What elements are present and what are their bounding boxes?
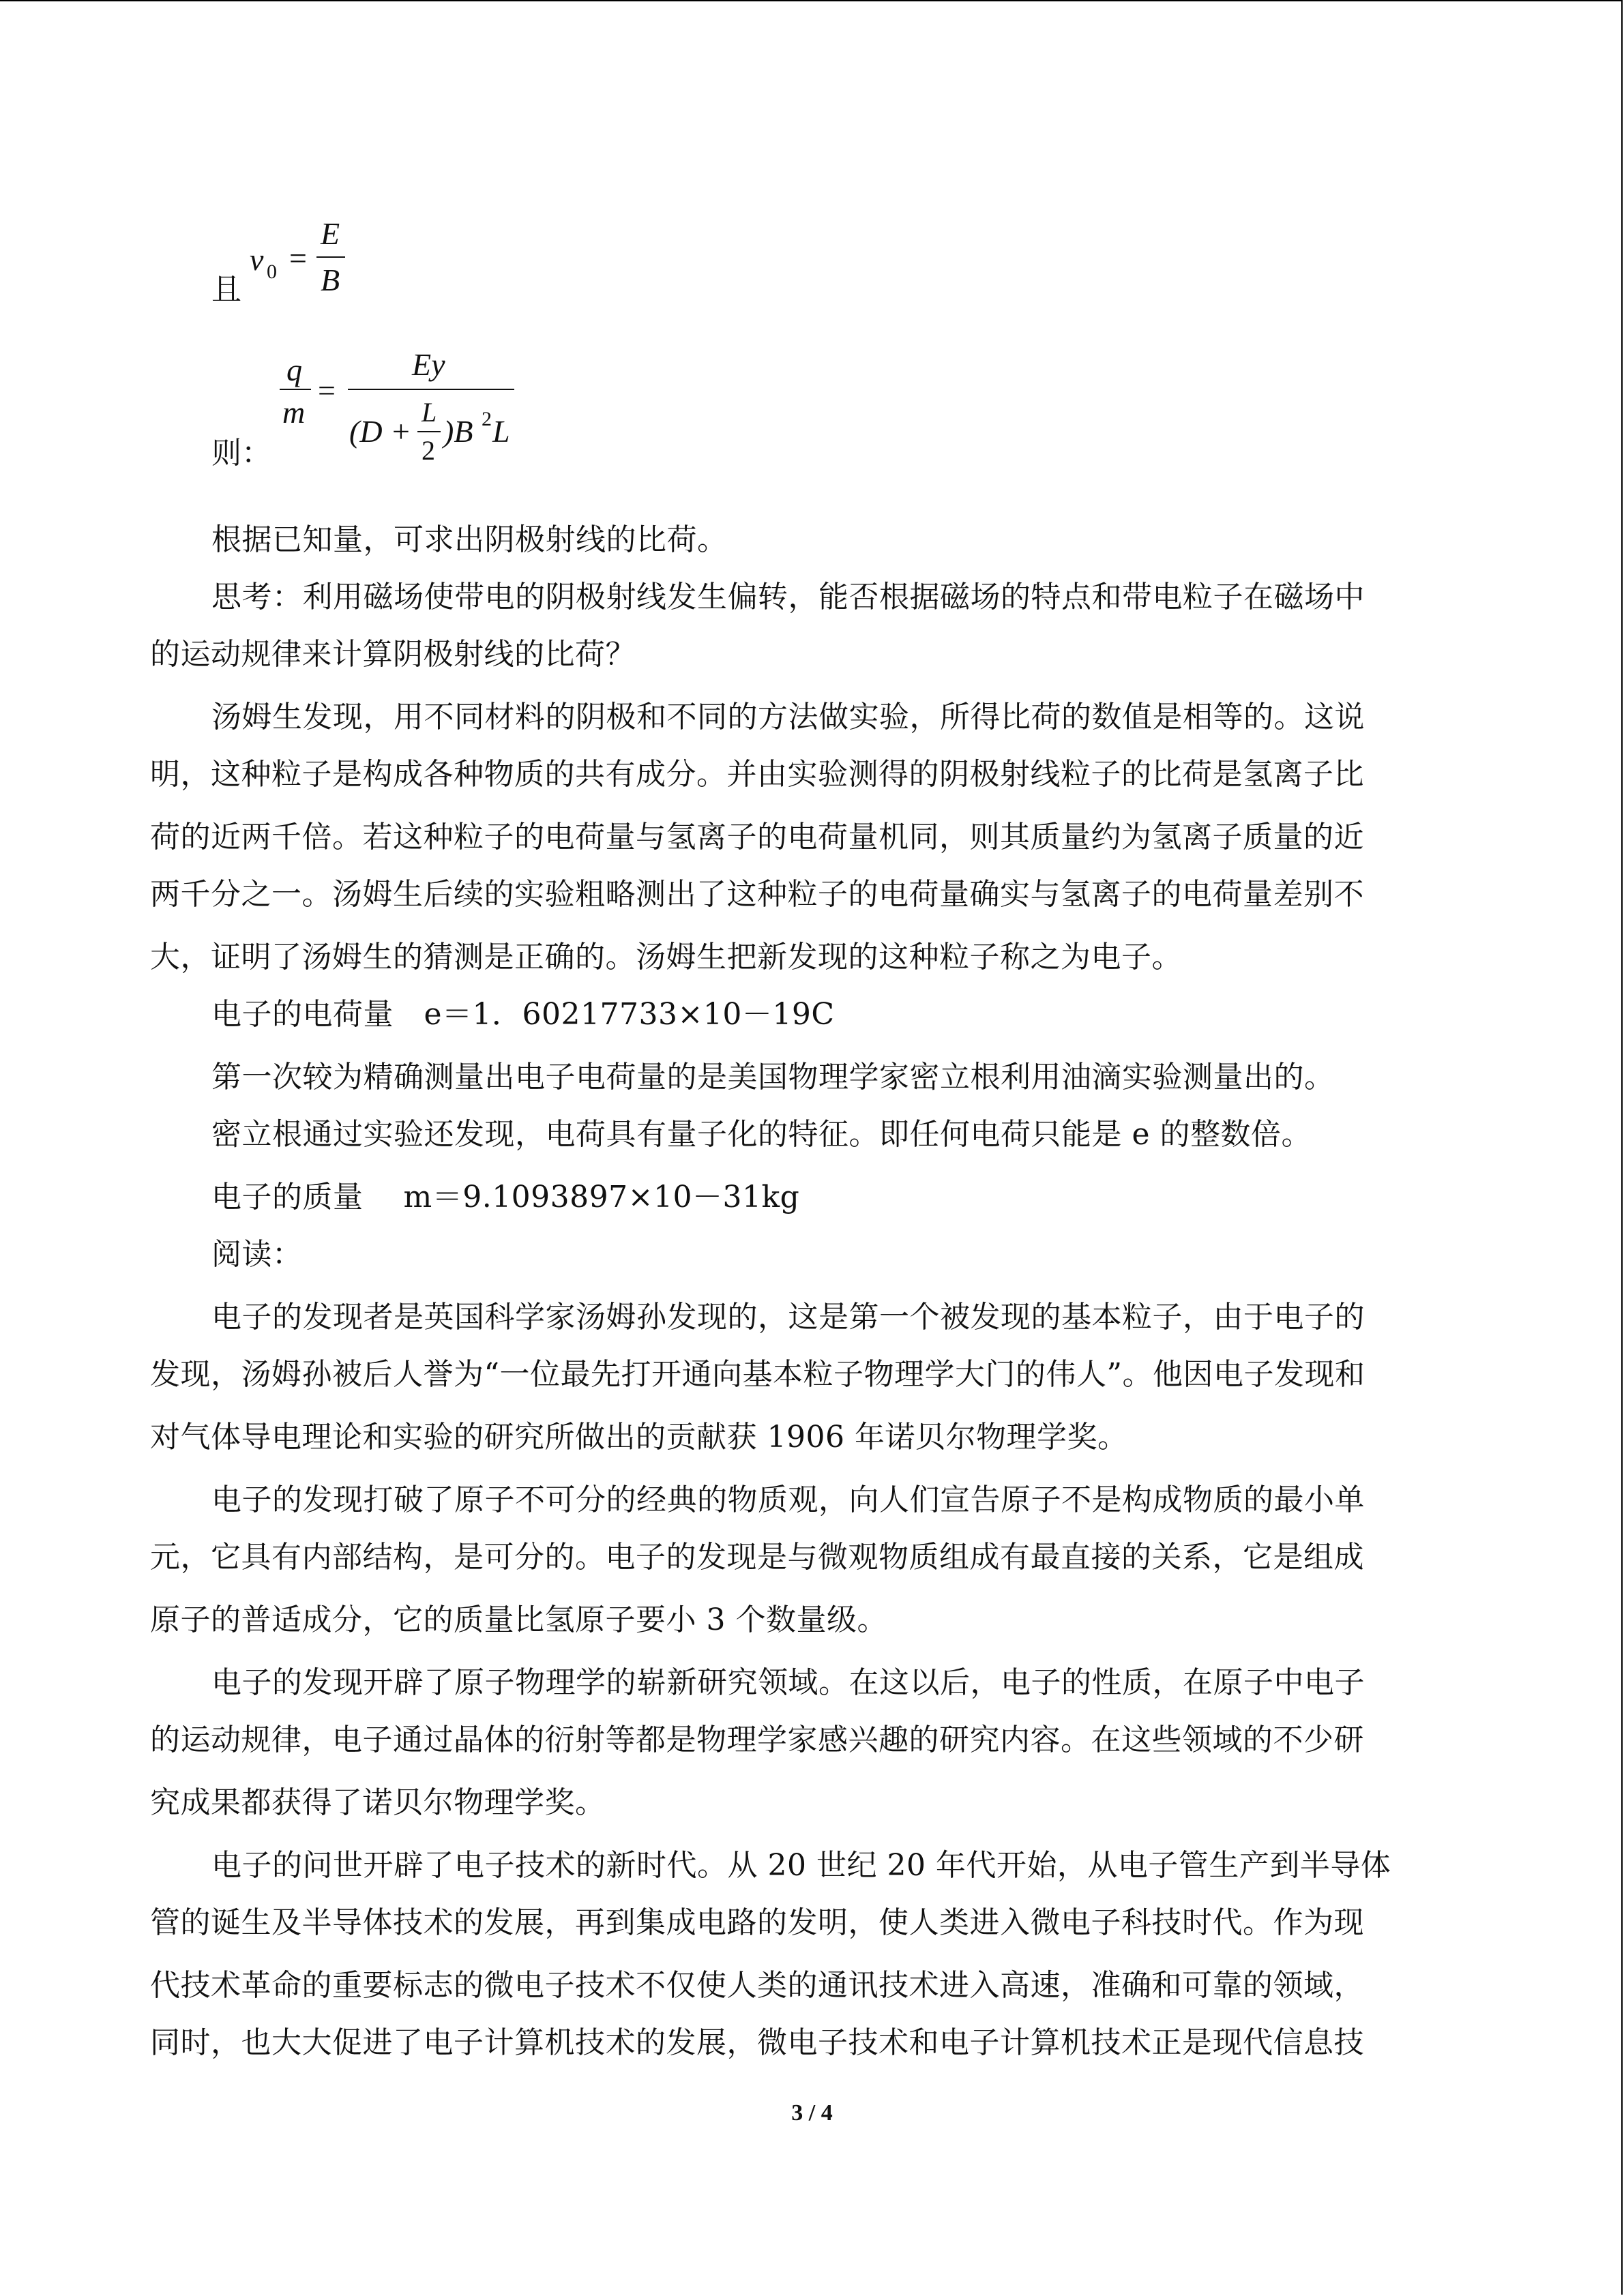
formula1-prefix: 且 (211, 272, 241, 307)
text-line: 电子的发现打破了原子不可分的经典的物质观，向人们宣告原子不是构成物质的最小单 (211, 1482, 1365, 1517)
text-line: 荷的近两千倍。若这种粒子的电荷量与氢离子的电荷量机同，则其质量约为氢离子质量的近 (150, 820, 1364, 854)
page-number: 3 / 4 (791, 2100, 833, 2126)
formula2-den-frac-numerator: L (422, 397, 437, 428)
text-line: 电子的问世开辟了电子技术的新时代。从 20 世纪 20 年代开始，从电子管生产到半导体 (211, 1848, 1391, 1883)
text-line: 电子的发现者是英国科学家汤姆孙发现的，这是第一个被发现的基本粒子，由于电子的 (211, 1300, 1365, 1335)
text-line: 阅读： (211, 1237, 303, 1272)
formula1-lhs-sub: 0 (267, 260, 277, 283)
formula2-lhs-fraction-bar (280, 389, 311, 390)
formula1-numerator: E (321, 216, 340, 251)
text-line: 原子的普适成分，它的质量比氢原子要小 3 个数量级。 (150, 1602, 887, 1637)
text-line: 发现，汤姆孙被后人誉为“一位最先打开通向基本粒子物理学大门的伟人”。他因电子发现和 (150, 1357, 1365, 1392)
text-line: 电子的质量 m＝9.1093897×10－31kg (211, 1180, 800, 1214)
text-line: 电子的电荷量 e＝1．60217733×10－19C (211, 997, 835, 1032)
text-line: 代技术革命的重要标志的微电子技术不仅使人类的通讯技术进入高速，准确和可靠的领域， (150, 1968, 1364, 2003)
formula1-equals: = (289, 241, 307, 275)
text-line: 的运动规律来计算阴极射线的比荷？ (150, 637, 636, 672)
formula2-den-open: (D + (349, 414, 412, 449)
text-line: 管的诞生及半导体技术的发展，再到集成电路的发明，使人类进入微电子科技时代。作为现 (150, 1905, 1364, 1940)
formula2-den-frac-denominator: 2 (422, 435, 435, 466)
text-line: 密立根通过实验还发现，电荷具有量子化的特征。即任何电荷只能是 e 的整数倍。 (211, 1117, 1312, 1152)
text-line: 思考：利用磁场使带电的阴极射线发生偏转，能否根据磁场的特点和带电粒子在磁场中 (211, 580, 1365, 614)
formula2-den-sup: 2 (482, 408, 492, 430)
text-line: 明，这种粒子是构成各种物质的共有成分。并由实验测得的阴极射线粒子的比荷是氢离子比 (150, 757, 1364, 792)
formula2-den-tail: L (492, 414, 510, 449)
formula1-denominator: B (321, 263, 340, 297)
formula2-equals: = (318, 373, 336, 408)
formula2-lhs-denominator: m (282, 395, 306, 430)
text-line: 的运动规律，电子通过晶体的衍射等都是物理学家感兴趣的研究内容。在这些领域的不少研 (150, 1723, 1364, 1757)
text-line: 汤姆生发现，用不同材料的阴极和不同的方法做实验，所得比荷的数值是相等的。这说 (211, 700, 1365, 734)
text-line: 大，证明了汤姆生的猜测是正确的。汤姆生把新发现的这种粒子称之为电子。 (150, 940, 1182, 974)
text-line: 两千分之一。汤姆生后续的实验粗略测出了这种粒子的电荷量确实与氢离子的电荷量差别不 (150, 877, 1364, 912)
formula2-lhs-numerator: q (286, 353, 302, 387)
text-line: 根据已知量，可求出阴极射线的比荷。 (211, 522, 728, 557)
text-line: 同时，也大大促进了电子计算机技术的发展，微电子技术和电子计算机技术正是现代信息技 (150, 2025, 1364, 2060)
formula2-prefix: 则： (211, 436, 271, 471)
formula2-main-fraction-bar (348, 389, 514, 390)
formula2-den-fraction-bar (417, 431, 441, 432)
text-line: 电子的发现开辟了原子物理学的崭新研究领域。在这以后，电子的性质，在原子中电子 (211, 1665, 1365, 1700)
text-line: 对气体导电理论和实验的研究所做出的贡献获 1906 年诺贝尔物理学奖。 (150, 1420, 1128, 1455)
formula1-fraction-bar (316, 256, 345, 258)
text-line: 第一次较为精确测量出电子电荷量的是美国物理学家密立根利用油滴实验测量出的。 (211, 1060, 1335, 1094)
formula1-lhs-var: v (250, 242, 264, 277)
formula2-den-close: )B (443, 414, 473, 449)
text-line: 究成果都获得了诺贝尔物理学奖。 (150, 1785, 606, 1820)
formula2-numerator: Ey (412, 347, 445, 382)
text-line: 元，它具有内部结构，是可分的。电子的发现是与微观物质组成有最直接的关系，它是组成 (150, 1540, 1364, 1575)
